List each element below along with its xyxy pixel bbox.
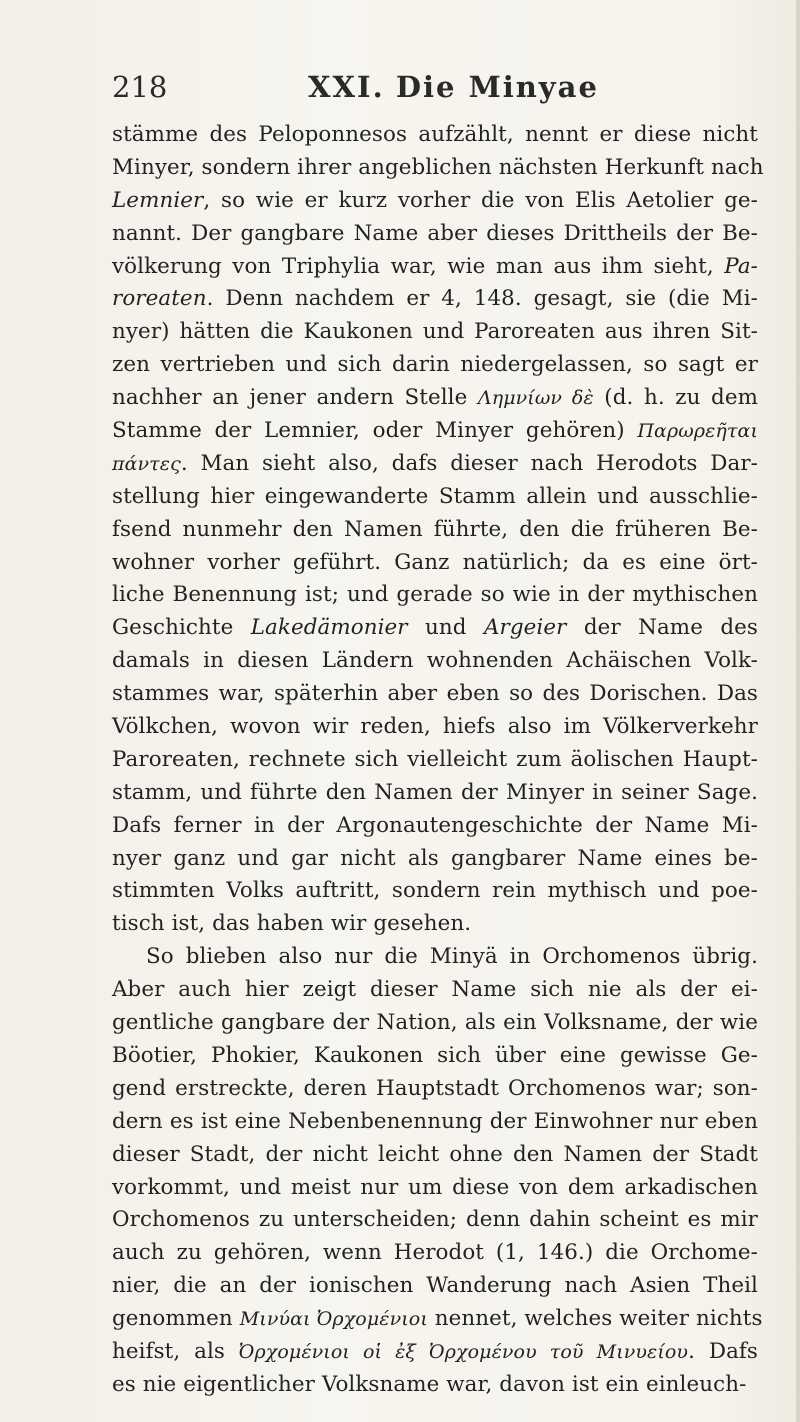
text-run: nyer) hätten die Kaukonen und Paroreaten aus ihren Sit- [112, 319, 758, 345]
text-run: , so wie er kurz vorher die von Elis Aetolier ge- [203, 187, 758, 213]
text-run: . Man sieht also, dafs dieser nach Herodots Dar- [180, 450, 758, 476]
text-run: es nie eigentlicher Volksname war, davon ist ein einleuch- [112, 1371, 747, 1397]
emphasized-term: Lakedämonier [250, 615, 408, 641]
text-line [112, 1040, 758, 1073]
text-line [112, 185, 758, 218]
text-run: nennet, welches weiter nichts [427, 1306, 763, 1332]
greek-phrase: Λημνίων δὲ [477, 387, 594, 410]
text-line [112, 1204, 758, 1237]
text-line [112, 645, 758, 678]
text-run: Orchomenos zu unterscheiden; denn dahin scheint es mir [112, 1207, 758, 1233]
text-run: tisch ist, das haben wir gesehen. [112, 911, 472, 937]
text-line [112, 152, 764, 185]
text-run: heifst, als [112, 1338, 239, 1364]
text-run: Dafs ferner in der Argonautengeschichte der Name Mi- [112, 812, 758, 838]
text-line [112, 349, 758, 382]
text-run: gend erstreckte, deren Hauptstadt Orchomenos war; son- [112, 1075, 758, 1101]
text-line [112, 1270, 758, 1303]
text-run: dieser Stadt, der nicht leicht ohne den Namen der Stadt [112, 1141, 758, 1167]
text-run: stellung hier eingewanderte Stamm allein und ausschlie- [112, 483, 758, 509]
text-run: nyer ganz und gar nicht als gangbarer Name eines be- [112, 845, 758, 871]
text-line [112, 744, 758, 777]
page-number: 218 [112, 70, 168, 104]
text-run: vorkommt, und meist nur um diese von dem arkadischen [112, 1174, 758, 1200]
body-text [112, 119, 764, 1402]
chapter-title: Die Minyae [395, 70, 599, 104]
text-line [112, 1007, 758, 1040]
text-run: liche Benennung ist; und gerade so wie in der mythischen [112, 582, 758, 608]
emphasized-term: roreaten [112, 286, 207, 312]
text-line [112, 1369, 758, 1402]
text-line [112, 316, 758, 349]
text-run: auch zu gehören, wenn Herodot (1, 146.) die Orchome- [112, 1240, 758, 1266]
text-run: So blieben also nur die Minyä in Orchomenos übrig. [146, 944, 758, 970]
text-run: stammes war, späterhin aber eben so des Dorischen. Das [112, 681, 758, 707]
text-line [112, 1106, 758, 1139]
text-line [112, 547, 758, 580]
text-line [112, 448, 758, 481]
text-run: nier, die an der ionischen Wanderung nach Asien Theil [112, 1273, 758, 1299]
text-run: fsend nunmehr den Namen führte, den die früheren Be- [112, 516, 758, 542]
text-run: Völkchen, wovon wir reden, hiefs also im Völkerverkehr [112, 714, 758, 740]
text-run: völkerung von Triphylia war, wie man aus ihm sieht, [112, 253, 725, 279]
chapter-number: XXI. [308, 70, 385, 104]
text-line [112, 908, 758, 941]
text-run: Böotier, Phokier, Kaukonen sich über eine gewisse Ge- [112, 1042, 758, 1068]
text-run: zen vertrieben und sich darin niedergelassen, so sagt er [112, 352, 758, 378]
text-line [112, 1303, 763, 1336]
emphasized-term: Argeier [484, 615, 567, 641]
text-line [112, 777, 758, 810]
text-line [112, 1139, 758, 1172]
text-line [112, 481, 758, 514]
page-header [112, 62, 712, 112]
text-line [112, 579, 758, 612]
text-line [112, 678, 758, 711]
text-run: . Dafs [688, 1338, 759, 1364]
text-run: Paroreaten, rechnete sich vielleicht zum äolischen Haupt- [112, 746, 758, 772]
running-title [308, 70, 599, 104]
greek-phrase: πάντες [112, 452, 181, 475]
text-line [112, 218, 758, 251]
text-line [112, 1237, 758, 1270]
text-line [112, 810, 758, 843]
text-line [112, 612, 758, 645]
text-run: nachher an jener andern Stelle [112, 385, 478, 411]
text-line [112, 251, 758, 284]
text-run: damals in diesen Ländern wohnenden Achäischen Volk- [112, 648, 758, 674]
text-line [112, 711, 758, 744]
text-run: wohner vorher geführt. Ganz natürlich; da es eine ört- [112, 549, 758, 575]
text-run: . Denn nachdem er 4, 148. gesagt, sie (die Mi- [206, 286, 758, 312]
emphasized-term: Lemnier [112, 187, 204, 213]
text-line [112, 119, 758, 152]
greek-phrase: Παρωρεῆται [637, 420, 758, 443]
text-run: Aber auch hier zeigt dieser Name sich nie als der ei- [112, 977, 758, 1003]
text-run: genommen [112, 1306, 240, 1332]
text-run: stämme des Peloponnesos aufzählt, nennt er diese nicht [112, 122, 758, 147]
text-line [112, 843, 758, 876]
greek-phrase: Ὀρχομένιοι οἱ ἐξ Ὀρχομένου τοῦ Μινυείου [238, 1340, 689, 1363]
text-line [112, 415, 758, 448]
text-line [112, 1336, 758, 1369]
greek-phrase: Μινύαι Ὀρχομένιοι [239, 1308, 428, 1331]
text-line [112, 283, 758, 316]
text-run: (d. h. zu dem [593, 385, 758, 411]
text-line [112, 1073, 758, 1106]
text-run: nannt. Der gangbare Name aber dieses Drittheils der Be- [112, 220, 758, 246]
text-run: stimmten Volks auftritt, sondern rein mythisch und poe- [112, 878, 758, 904]
text-line [112, 875, 758, 908]
text-run: dern es ist eine Nebenbenennung der Einwohner nur eben [112, 1108, 758, 1134]
text-line [112, 1172, 758, 1205]
text-run: Geschichte [112, 615, 251, 641]
text-run: und [407, 615, 484, 641]
text-run: Stamme der Lemnier, oder Minyer gehören) [112, 418, 638, 444]
emphasized-term: Pa- [724, 253, 758, 279]
text-line [112, 941, 758, 974]
text-run: Minyer, sondern ihrer angeblichen nächsten Herkunft nach [112, 154, 764, 180]
text-line [112, 382, 758, 415]
page-edge [796, 0, 800, 1422]
text-run: stamm, und führte den Namen der Minyer in seiner Sage. [112, 779, 758, 805]
text-line [112, 514, 758, 547]
text-line [112, 974, 758, 1007]
text-run: der Name des [566, 615, 758, 641]
text-run: gentliche gangbare der Nation, als ein Volksname, der wie [112, 1010, 758, 1036]
